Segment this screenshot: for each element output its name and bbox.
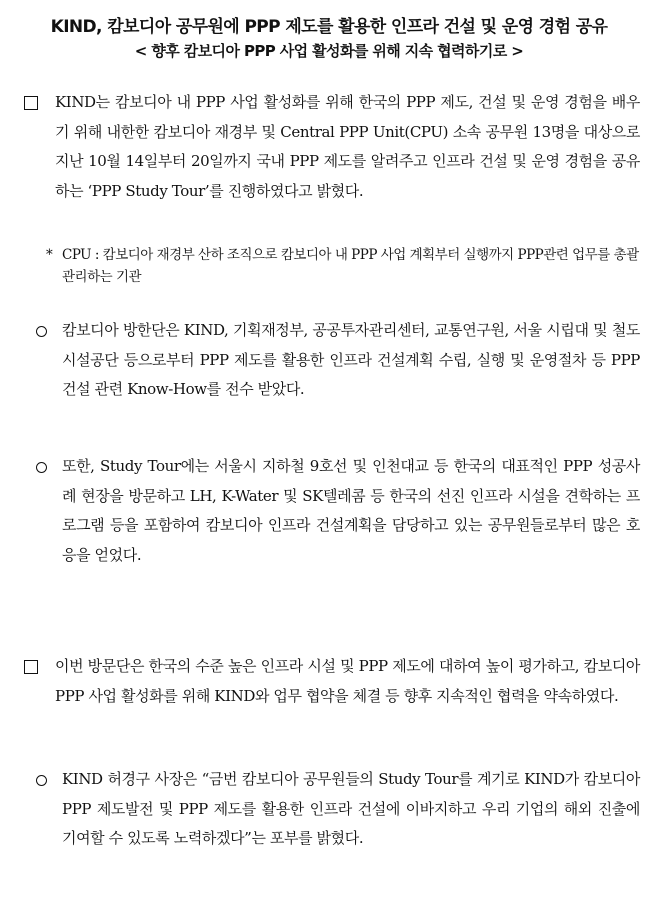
square-bullet-icon bbox=[24, 88, 38, 121]
section-sub-2-text: 또한, Study Tour에는 서울시 지하철 9호선 및 인천대교 등 한국의 대표적인 PPP 성공사례 현장을 방문하고 LH, K-Water 및 SK텔레콤 등 한국의 선진 인프라 시설을 견학하는 프로그램 등을 포함하여 캄보디아 인프라 건설계획을 담당하고 있는 공무원들로부터 많은 호응을 얻었다. bbox=[62, 457, 640, 564]
footnote-star: * bbox=[46, 247, 53, 263]
section-main-1-text: KIND는 캄보디아 내 PPP 사업 활성화를 위해 한국의 PPP 제도, 건설 및 운영 경험을 배우기 위해 내한한 캄보디아 재경부 및 Central PPP Unit(CPU) 소속 공무원 13명을 대상으로 지난 10월 14일부터 20일까지 국내 PPP 제도를 알려주고 인프라 건설 및 운영 경험을 공유하는 ‘PPP Study Tour’를 진행하였다고 밝혔다. bbox=[55, 93, 640, 200]
footnote-cpu-text: CPU : 캄보디아 재경부 산하 조직으로 캄보디아 내 PPP 사업 계획부터 실행까지 PPP관련 업무를 총괄관리하는 기관 bbox=[62, 247, 639, 285]
section-main-2-text: 이번 방문단은 한국의 수준 높은 인프라 시설 및 PPP 제도에 대하여 높이 평가하고, 캄보디아 PPP 사업 활성화를 위해 KIND와 업무 협약을 체결 등 향후 지속적인 협력을 약속하였다. bbox=[55, 657, 640, 705]
footnote-cpu bbox=[46, 244, 642, 288]
section-main-1 bbox=[24, 88, 640, 206]
circle-bullet-icon bbox=[36, 316, 47, 348]
circle-bullet-icon bbox=[36, 452, 47, 484]
document-subtitle: < 향후 캄보디아 PPP 사업 활성화를 위해 지속 협력하기로 > bbox=[134, 42, 524, 60]
section-sub-3-text: KIND 허경구 사장은 “금번 캄보디아 공무원들의 Study Tour를 계기로 KIND가 캄보디아 PPP 제도발전 및 PPP 제도를 활용한 인프라 건설에 이바지하고 우리 기업의 해외 진출에 기여할 수 있도록 노력하겠다”는 포부를 밝혔다. bbox=[62, 770, 640, 847]
square-bullet-icon bbox=[24, 652, 38, 685]
section-main-2 bbox=[24, 652, 640, 711]
document-title: KIND, 캄보디아 공무원에 PPP 제도를 활용한 인프라 건설 및 운영 경험 공유 bbox=[50, 17, 608, 37]
section-sub-3 bbox=[24, 765, 640, 854]
section-sub-1-text: 캄보디아 방한단은 KIND, 기획재정부, 공공투자관리센터, 교통연구원, 서울 시립대 및 철도시설공단 등으로부터 PPP 제도를 활용한 인프라 건설계획 수립, 실행 및 운영절차 등 PPP건설 관련 Know-How를 전수 받았다. bbox=[62, 321, 640, 398]
section-sub-1 bbox=[24, 316, 640, 405]
circle-bullet-icon bbox=[36, 765, 47, 797]
section-sub-2 bbox=[24, 452, 640, 570]
